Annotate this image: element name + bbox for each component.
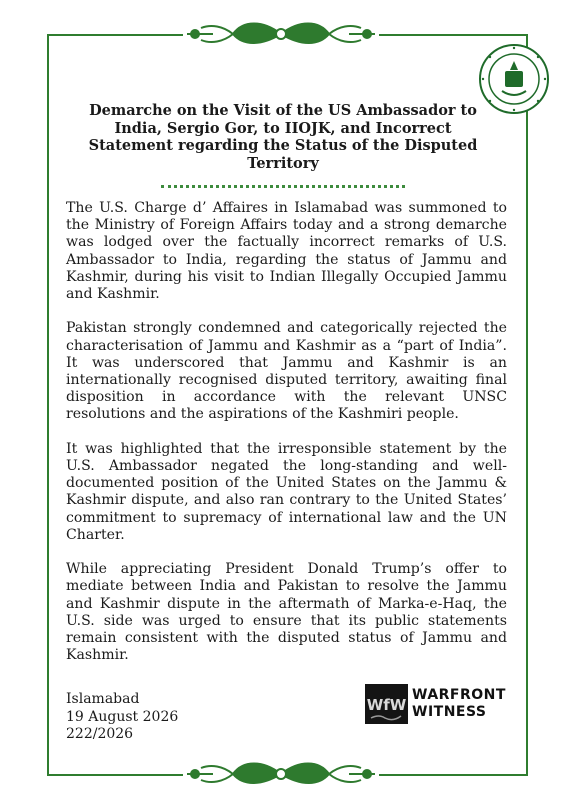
reference-number: 222/2026 <box>66 726 134 742</box>
title-divider <box>161 185 405 188</box>
issue-city: Islamabad <box>66 691 140 707</box>
page-title: Demarche on the Visit of the US Ambassador to India, Sergio Gor, to IIOJK, and Incorrect Statement regarding the Status of the Disputed Territory <box>88 102 478 172</box>
paragraph-1: The U.S. Charge d’ Affaires in Islamabad was summoned to the Ministry of Foreign Affairs today and a strong demarche was lodged over the factually incorrect remarks of U.S. Ambassador to India, regarding the status of Jammu and Kashmir, during his visit to Indian Illegally Occupied Jammu and Kashmir. <box>66 200 507 303</box>
paragraph-2: Pakistan strongly condemned and categorically rejected the characterisation of Jammu and Kashmir as a “part of India”. It was underscored that Jammu and Kashmir is an internationally recognised disputed territory, awaiting final disposition in accordance with the relevant UNSC resolutions and the aspirations of the Kashmiri people. <box>66 320 507 423</box>
brand-line-2: WITNESS <box>412 704 487 720</box>
statement-body <box>66 200 507 682</box>
brand-line-1: WARFRONT <box>412 687 506 703</box>
top-ornament <box>183 16 379 52</box>
issue-details <box>66 691 178 744</box>
svg-text:WfW: WfW <box>366 696 407 714</box>
ministry-seal <box>478 43 550 115</box>
issue-date: 19 August 2026 <box>66 708 179 725</box>
paragraph-4: While appreciating President Donald Trump’s offer to mediate between India and Pakistan to resolve the Jammu and Kashmir dispute in the aftermath of Marka-e-Haq, the U.S. side was urged to ensure that its public statements remain consistent with the disputed status of Jammu and Kashmir. <box>66 561 507 664</box>
warfront-logo-icon <box>365 684 408 724</box>
warfront-witness-watermark <box>365 683 506 725</box>
bottom-ornament <box>183 756 379 792</box>
paragraph-3: It was highlighted that the irresponsible statement by the U.S. Ambassador negated the long-standing and well-documented position of the United States on the Jammu & Kashmir dispute, and also ran contrary to the United States’ commitment to supremacy of international law and the UN Charter. <box>66 440 507 543</box>
